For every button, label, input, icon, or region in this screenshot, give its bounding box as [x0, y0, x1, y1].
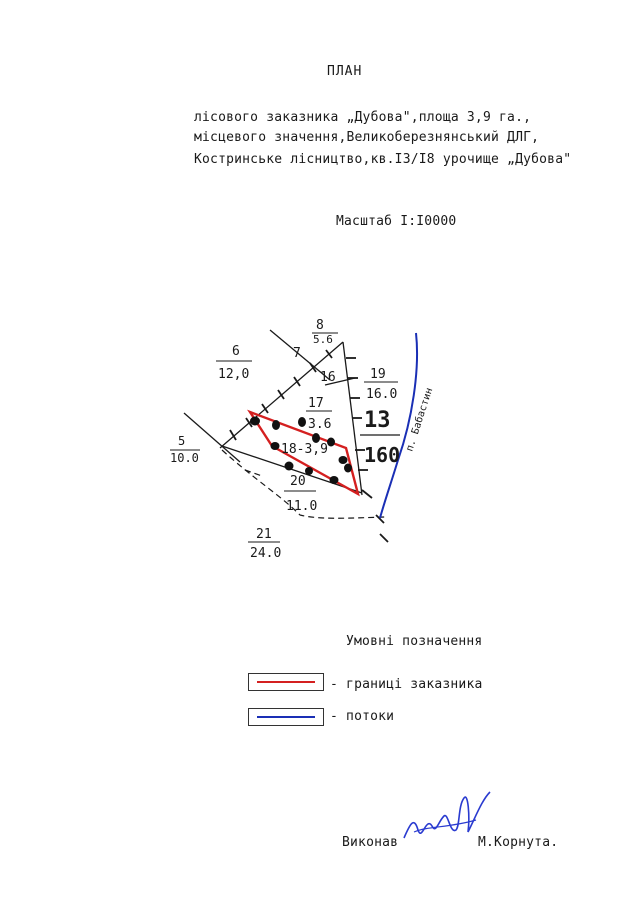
legend-stream-swatch [248, 708, 324, 726]
quarter-7-number: 7 [293, 346, 301, 361]
block-number-13: 13 [364, 408, 391, 433]
stream-label: п. Бабастин [404, 386, 436, 453]
quarter-6-area: 12,0 [218, 367, 250, 382]
description-line-2: місцевого значення,Великоберезнянський ДЛГ, [194, 130, 540, 145]
quarter-5-number: 5 [178, 434, 186, 448]
reserve-label: 18-3,9 [281, 442, 328, 457]
quarter-21-area: 24.0 [250, 546, 282, 561]
quarter-20-number: 20 [290, 474, 306, 489]
document-title: ПЛАН [327, 64, 363, 79]
block-number-160: 160 [364, 443, 401, 467]
quarter-20-area: 11.0 [286, 499, 318, 514]
description-line-1: лісового заказника „Дубова",площа 3,9 га., [194, 110, 532, 125]
quarter-16-number: 16 [320, 370, 336, 385]
quarter-19-number: 19 [370, 367, 386, 382]
legend-stream-label: - потоки [330, 709, 395, 724]
map-labels [170, 318, 435, 561]
quarter-21-number: 21 [256, 527, 272, 542]
quarter-5-area: 10.0 [170, 451, 199, 465]
scale-label: Масштаб I:I0000 [336, 214, 457, 229]
dashed-spur [245, 470, 262, 476]
legend-reserve-label: - границі заказника [330, 677, 483, 692]
quarter-17-number: 17 [308, 396, 324, 411]
legend-reserve-swatch [248, 673, 324, 691]
performer-label: Виконав [342, 835, 399, 850]
quarter-8-number: 8 [316, 318, 324, 333]
blue-stream-line [257, 716, 315, 718]
red-boundary-line [257, 681, 315, 683]
quarter-19-area: 16.0 [366, 387, 398, 402]
legend-title: Умовні позначення [346, 634, 483, 649]
quarter-6-number: 6 [232, 344, 240, 359]
quarter-17-area: 3.6 [308, 417, 332, 432]
performer-name: М.Корнута. [478, 835, 559, 850]
quarter-8-area: 5.6 [313, 333, 333, 346]
description-line-3: Костринське лісництво,кв.I3/I8 урочище „Дубова" [194, 152, 572, 167]
